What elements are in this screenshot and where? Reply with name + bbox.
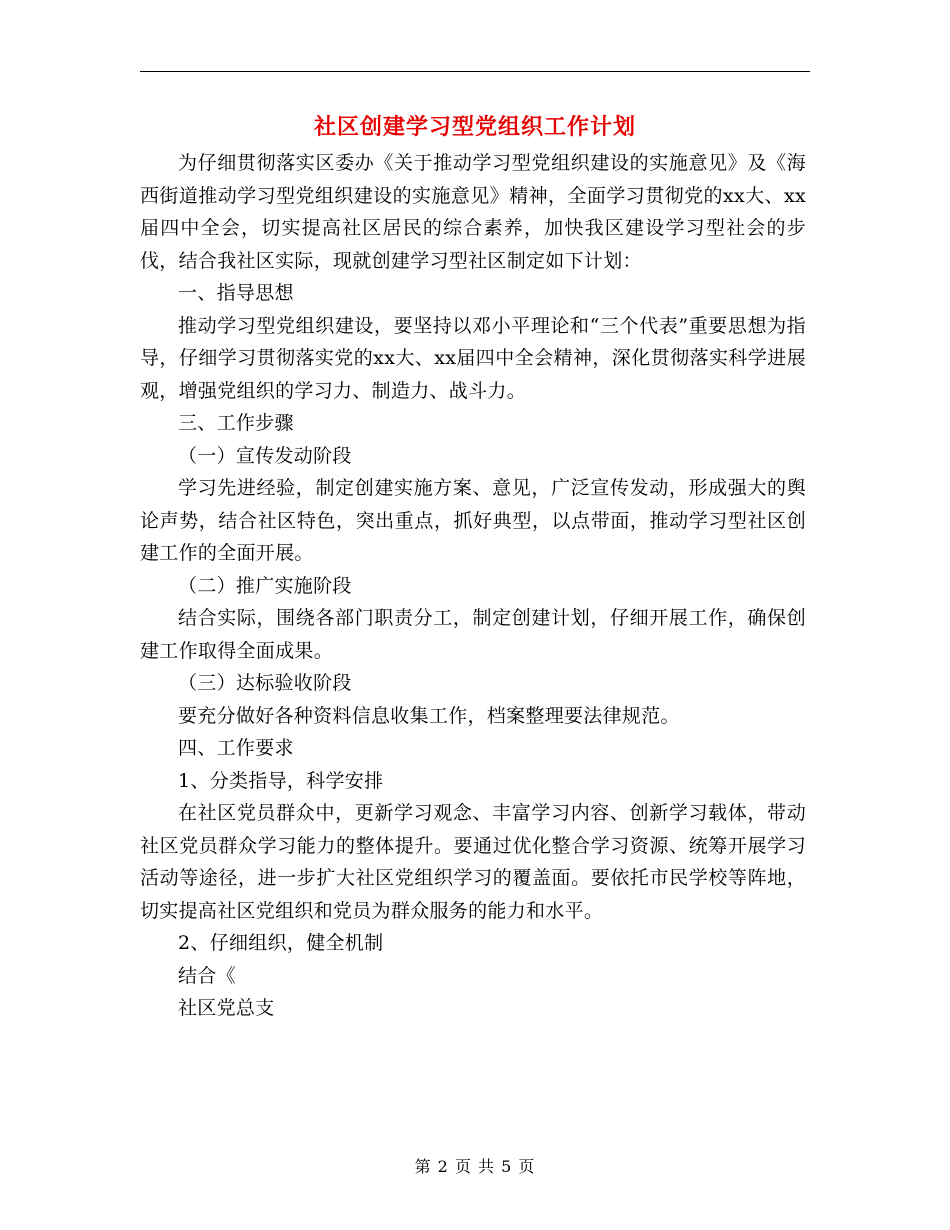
heading-guiding-thought: 一、指导思想 <box>178 282 294 304</box>
paragraph-fragment-1: 结合《 <box>178 964 236 987</box>
paragraph-stage-1: 学习先进经验，制定创建实施方案、意见，广泛宣传发动，形成强大的舆论声势，结合社区特色，突出重点，抓好典型，以点带面，推动学习型社区创建工作的全面开展。 <box>140 477 806 564</box>
document-title: 社区创建学习型党组织工作计划 <box>313 115 636 140</box>
document-body <box>140 147 806 1025</box>
heading-work-requirements: 四、工作要求 <box>178 737 294 759</box>
header-rule <box>140 71 810 72</box>
heading-work-steps: 三、工作步骤 <box>178 412 294 434</box>
paragraph-guiding-thought: 推动学习型党组织建设，要坚持以邓小平理论和“三个代表”重要思想为指导，仔细学习贯彻落实党的xx大、xx届四中全会精神，深化贯彻落实科学进展观，增强党组织的学习力、制造力、战斗力。 <box>140 314 806 402</box>
subheading-stage-2: （二）推广实施阶段 <box>178 574 352 597</box>
subheading-requirement-2: 2、仔细组织，健全机制 <box>178 932 384 954</box>
page-number: 第 2 页 共 5 页 <box>414 1157 536 1176</box>
subheading-requirement-1: 1、分类指导，科学安排 <box>178 769 384 792</box>
paragraph-intro: 为仔细贯彻落实区委办《关于推动学习型党组织建设的实施意见》及《海西街道推动学习型党组织建设的实施意见》精神，全面学习贯彻党的xx大、xx届四中全会，切实提高社区居民的综合素养，加快我区建设学习型社会的步伐，结合我社区实际，现就创建学习型社区制定如下计划： <box>140 152 806 272</box>
paragraph-fragment-2: 社区党总支 <box>178 997 275 1019</box>
paragraph-stage-2: 结合实际，围绕各部门职责分工，制定创建计划，仔细开展工作，确保创建工作取得全面成果。 <box>140 607 806 662</box>
subheading-stage-1: （一）宣传发动阶段 <box>178 444 352 467</box>
subheading-stage-3: （三）达标验收阶段 <box>178 672 352 694</box>
paragraph-requirement-1: 在社区党员群众中，更新学习观念、丰富学习内容、创新学习载体，带动社区党员群众学习能力的整体提升。要通过优化整合学习资源、统筹开展学习活动等途径，进一步扩大社区党组织学习的覆盖面。要依托市民学校等阵地，切实提高社区党组织和党员为群众服务的能力和水平。 <box>140 802 806 922</box>
paragraph-stage-3: 要充分做好各种资料信息收集工作，档案整理要法律规范。 <box>178 704 680 727</box>
